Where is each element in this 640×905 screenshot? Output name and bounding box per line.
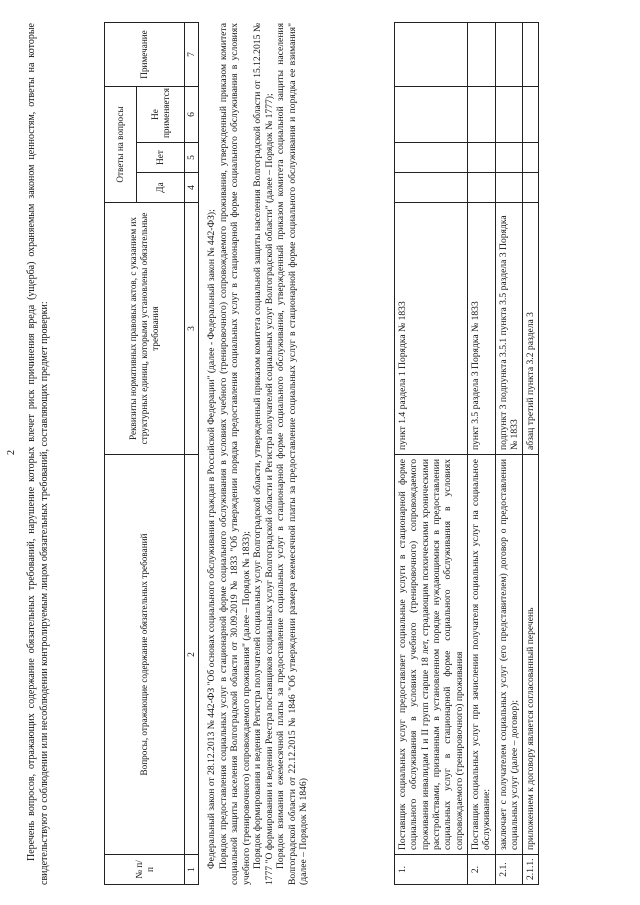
answer-na-cell[interactable] — [467, 87, 495, 143]
header-note: Примечание — [105, 22, 185, 86]
row-question: заключает с получателем социальных услуг (его представителем) договор о предоставлении социальных услуг (далее – договор); — [495, 455, 523, 855]
answer-na-cell[interactable] — [395, 87, 468, 143]
row-question: Поставщик социальных услуг при зачислении получателя социальных услуг на социальное обслуживание: — [467, 455, 495, 855]
answer-yes-cell[interactable] — [495, 173, 523, 203]
row-num: 2.1.1. — [523, 855, 539, 885]
answer-na-cell[interactable] — [495, 87, 523, 143]
page-number: 2 — [6, 450, 17, 455]
header-num: № п/п — [105, 855, 185, 885]
note-cell[interactable] — [523, 23, 539, 87]
col-number-6: 6 — [185, 86, 199, 142]
checklist-table-body — [394, 22, 539, 885]
note-cell[interactable] — [495, 23, 523, 87]
table-row — [523, 23, 539, 885]
row-requisites: пункт 1.4 раздела 1 Порядка № 1833 — [395, 203, 468, 455]
row-requisites: подпункт 3 подпункта 3.5.1 пункта 3.5 раздела 3 Порядка № 1833 — [495, 203, 523, 455]
answer-yes-cell[interactable] — [467, 173, 495, 203]
answer-yes-cell[interactable] — [395, 173, 468, 203]
table-row — [467, 23, 495, 885]
row-num: 2.1. — [495, 855, 523, 885]
checklist-table-header — [104, 22, 199, 885]
row-requisites: пункт 3.5 раздела 3 Порядка № 1833 — [467, 203, 495, 455]
col-number-1: 1 — [185, 855, 199, 885]
row-num: 2. — [467, 855, 495, 885]
table-row — [495, 23, 523, 885]
header-not-applicable: Не применяется — [137, 86, 185, 142]
intro-text: Перечень вопросов, отражающих содержание обязательных требований, нарушение которых влечет риск причинения вреда (ущерба) охраняемым законом ценностям, ответы на которые свидетельствуют о соблюдении или несоблюдении контролируемым лицом обязательных требований, составляющих предмет проверки: — [26, 23, 50, 885]
intro-paragraph — [26, 23, 51, 885]
answer-na-cell[interactable] — [523, 87, 539, 143]
answer-no-cell[interactable] — [495, 143, 523, 173]
col-number-7: 7 — [185, 22, 199, 86]
header-no: Нет — [137, 143, 185, 173]
row-question: приложением к договору является согласованный перечень — [523, 455, 539, 855]
row-num: 1. — [395, 855, 468, 885]
row-question: Поставщик социальных услуг предоставляет социальные услуги в стационарной форме социального обслуживания в условиях учебного (тренировочного) сопровождаемого проживания инвалидам I и II групп старше 18 лет, страдающим психическими хроническими расстройствами, признанным в установленном порядке нуждающимися в предоставлении социальных услуг в стационарной форме социального обслуживания в условиях сопровождаемого (тренировочного) проживания — [395, 455, 468, 855]
legal-basis — [206, 23, 310, 885]
law-paragraph: Порядок предоставления социальных услуг в стационарной форме социального обслуживания в условиях учебного (тренировочного) сопровождаемого проживания, утвержденный приказом комитета социальной защиты населения Волгоградской области от 30.09.2019 № 1833 "Об утверждении порядка предоставления социальных услуг в стационарной форме социального обслуживания в условиях учебного (тренировочного) сопровождаемого проживания" (далее – Порядок № 1833); — [217, 23, 252, 885]
answer-yes-cell[interactable] — [523, 173, 539, 203]
answer-no-cell[interactable] — [523, 143, 539, 173]
answer-no-cell[interactable] — [467, 143, 495, 173]
law-paragraph: Порядок формирования и ведения Регистра получателей социальных услуг Волгоградской области, утвержденный приказом комитета социальной защиты населения Волгоградской области от 15.12.2015 № 1777 "О формировании и ведении Реестра поставщиков социальных услуг Волгоградской области и Регистра получателей социальных услуг Волгоградской области" (далее – Порядок № 1777); — [252, 23, 275, 885]
col-number-5: 5 — [185, 143, 199, 173]
header-answers: Ответы на вопросы — [105, 86, 137, 202]
col-number-2: 2 — [185, 455, 199, 855]
note-cell[interactable] — [395, 23, 468, 87]
row-requisites: абзац третий пункта 3.2 раздела 3 — [523, 203, 539, 455]
header-yes: Да — [137, 173, 185, 203]
note-cell[interactable] — [467, 23, 495, 87]
table-row — [395, 23, 468, 885]
law-paragraph: Федеральный закон от 28.12.2013 № 442-ФЗ "Об основах социального обслуживания граждан в Российской Федерации" (далее - Федеральный закон № 442-ФЗ); — [206, 209, 217, 869]
answer-no-cell[interactable] — [395, 143, 468, 173]
header-requisites: Реквизиты нормативных правовых актов, с указанием их структурных единиц, которыми установлены обязательные требования — [105, 203, 185, 455]
col-number-3: 3 — [185, 203, 199, 455]
col-number-4: 4 — [185, 173, 199, 203]
law-paragraph: Порядок взимания ежемесячной платы за предоставление социальных услуг в стационарной форме социального обслуживания, утвержденный приказом комитета социальной защиты населения Волгоградской области от 22.12.2015 № 1846 "Об утверждении размера ежемесячной платы за предоставление социальных услуг в стационарной форме социального обслуживания и порядка ее взимания" (далее – Порядок № 1846) — [275, 23, 309, 885]
header-question: Вопросы, отражающие содержание обязательных требований — [105, 455, 185, 855]
